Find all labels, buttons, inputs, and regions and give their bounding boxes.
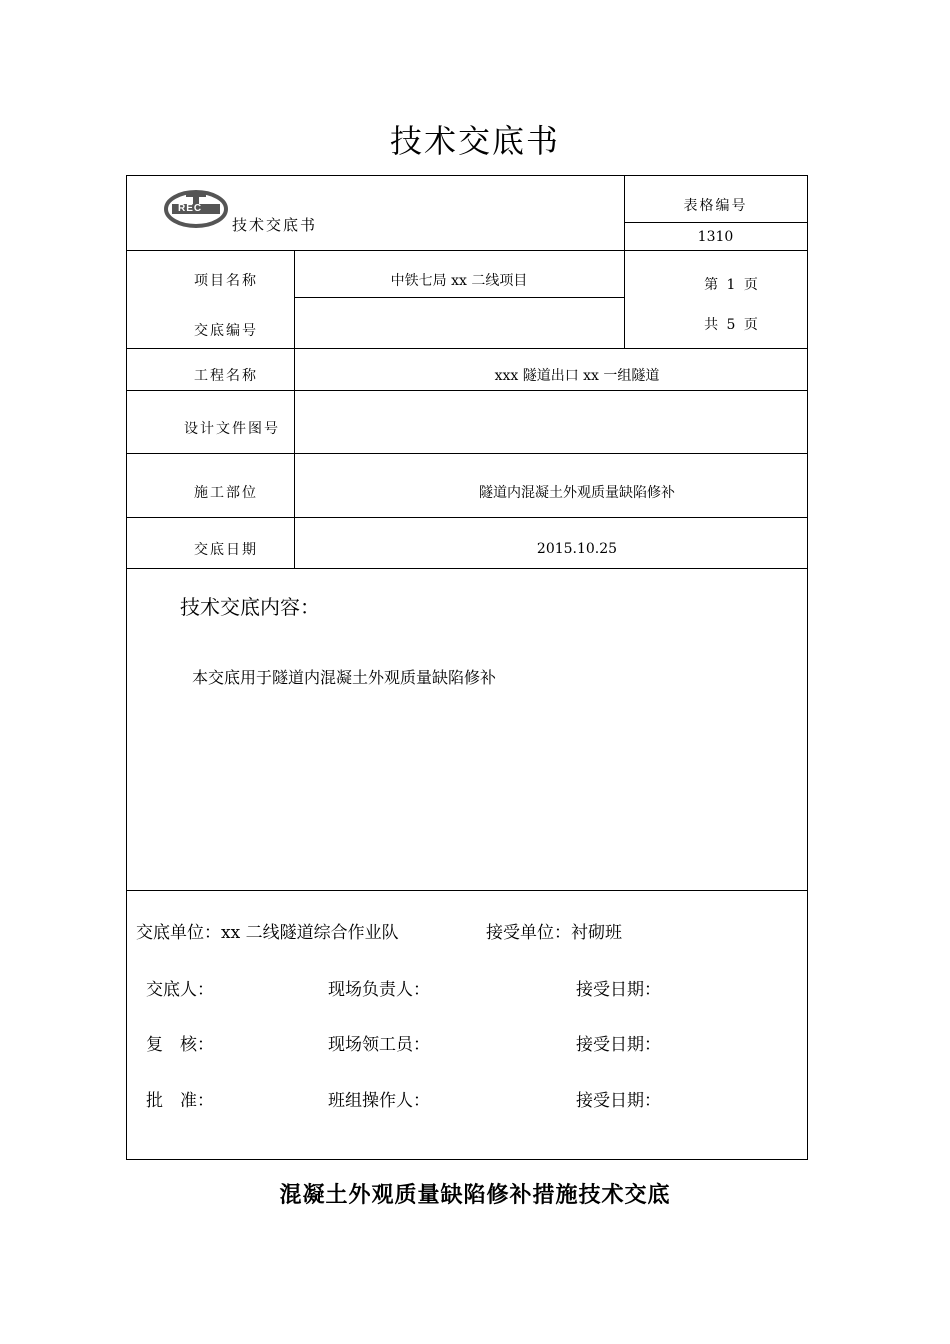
project-name-value: 中铁七局 xx 二线项目	[390, 273, 528, 289]
signature-approver: 批 准：	[146, 1091, 214, 1111]
form-number-label: 表格编号	[683, 198, 748, 214]
signature-receive-date-2: 接受日期：	[576, 1035, 661, 1055]
design-document-label: 设计文件图号	[184, 421, 280, 437]
design-document-value	[294, 410, 807, 446]
disclosure-number-label: 交底编号	[194, 323, 258, 339]
disclosure-date-label: 交底日期	[194, 542, 258, 558]
signature-site-foreman: 现场领工员：	[328, 1035, 430, 1055]
content-body: 本交底用于隧道内混凝土外观质量缺陷修补	[192, 668, 497, 687]
signature-team-operator: 班组操作人：	[328, 1091, 430, 1111]
document-title: 技术交底书	[389, 122, 560, 160]
engineering-name-value: xxx 隧道出口 xx 一组隧道	[494, 368, 660, 384]
disclosure-date-value: 2015.10.25	[536, 541, 618, 557]
form-name: 技术交底书	[232, 216, 318, 234]
disclosure-number-value	[294, 312, 624, 348]
content-heading: 技术交底内容：	[180, 595, 320, 619]
signature-discloser: 交底人：	[146, 980, 214, 1000]
construction-part-label: 施工部位	[194, 485, 258, 501]
engineering-name-label: 工程名称	[194, 368, 258, 384]
page-current: 第 1 页	[704, 277, 760, 293]
signature-site-manager: 现场负责人：	[328, 980, 430, 1000]
logo-text: REC	[178, 203, 203, 214]
signature-receive-date-3: 接受日期：	[576, 1091, 661, 1111]
construction-part-value: 隧道内混凝土外观质量缺陷修补	[479, 485, 675, 501]
project-name-label: 项目名称	[194, 273, 258, 289]
section-title: 混凝土外观质量缺陷修补措施技术交底	[279, 1182, 671, 1208]
page-total: 共 5 页	[704, 317, 760, 333]
receiving-unit: 接受单位：衬砌班	[486, 923, 622, 943]
form-number: 1310	[697, 229, 734, 245]
issuing-unit: 交底单位：xx 二线隧道综合作业队	[136, 923, 399, 943]
signature-reviewer: 复 核：	[146, 1035, 214, 1055]
company-logo	[164, 190, 228, 228]
signature-receive-date-1: 接受日期：	[576, 980, 661, 1000]
